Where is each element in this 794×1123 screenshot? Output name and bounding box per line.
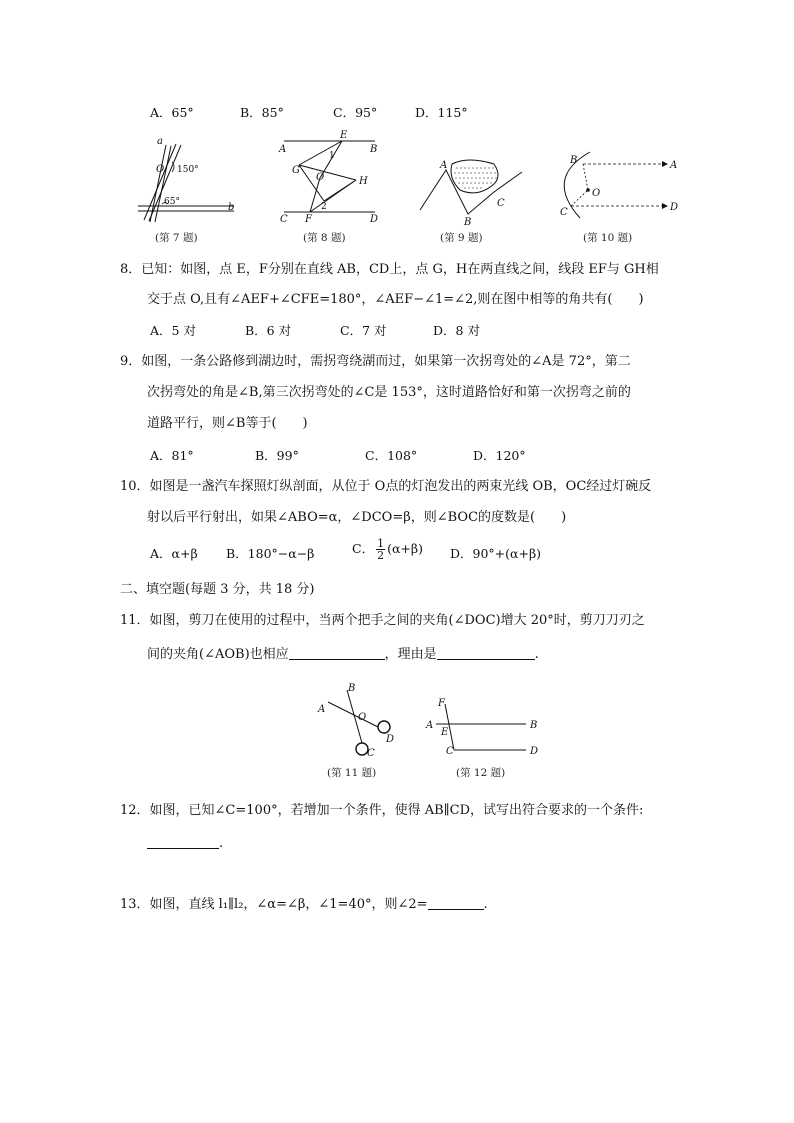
q9-option-a: A．81° xyxy=(150,448,194,463)
fig8-n2: 2 xyxy=(321,202,327,212)
q11-line-2 xyxy=(147,645,539,663)
fig12-C: C xyxy=(446,746,454,757)
q12-line-1: 12．如图，已知∠C=100°，若增加一个条件，使得 AB∥CD，试写出符合要求的一个条件: xyxy=(120,803,644,818)
fig12-F: F xyxy=(438,698,445,709)
figure-12 xyxy=(418,690,548,760)
q13-line-1-b: . xyxy=(483,897,488,912)
fig8-G: G xyxy=(292,165,300,176)
q9-line-1: 9．如图，一条公路修到湖边时，需拐弯绕湖而过，如果第一次拐弯处的∠A是 72°，第二 xyxy=(120,354,631,369)
fig8-A: A xyxy=(279,144,287,155)
fig8-O: O xyxy=(316,172,325,183)
q8-line-2: 交于点 O,且有∠AEF+∠CFE=180°，∠AEF−∠1=∠2,则在图中相等的角共有( ) xyxy=(147,292,644,307)
fig11-caption: (第 11 题) xyxy=(327,767,377,779)
fig8-n1: 1 xyxy=(329,151,335,161)
q10-option-d: D．90°+(α+β) xyxy=(450,546,542,561)
q13-line-1-a: 13．如图，直线 l₁∥l₂，∠α=∠β，∠1=40°，则∠2= xyxy=(120,897,428,912)
figure-11 xyxy=(312,680,402,762)
q12-line-2 xyxy=(147,834,223,852)
fig11-A: A xyxy=(318,704,326,715)
q11-line-2-b: ，理由是 xyxy=(384,647,437,662)
q10-option-c-suffix: (α+β) xyxy=(387,541,423,556)
q7-option-b: B．85° xyxy=(240,105,284,120)
q10-option-c-numerator: 1 xyxy=(377,537,385,550)
q8-option-a: A．5 对 xyxy=(150,323,196,338)
q10-option-a: A．α+β xyxy=(150,546,198,561)
q10-option-c-fraction xyxy=(376,538,385,561)
fig8-H: H xyxy=(359,176,368,187)
fig10-O: O xyxy=(592,188,601,199)
q8-option-d: D．8 对 xyxy=(433,323,480,338)
fig10-A: A xyxy=(670,160,678,171)
fig12-E: E xyxy=(441,727,449,738)
fig9-B: B xyxy=(464,217,472,228)
fig12-B: B xyxy=(530,720,538,731)
fig12-caption: (第 12 题) xyxy=(456,767,506,779)
fig10-C: C xyxy=(560,207,568,218)
q7-option-c: C．95° xyxy=(333,105,378,120)
q9-option-d: D．120° xyxy=(473,448,526,463)
q13-blank[interactable] xyxy=(428,895,484,910)
q10-option-c xyxy=(352,538,423,561)
fig12-A: A xyxy=(426,720,434,731)
q9-line-2: 次拐弯处的角是∠B,第三次拐弯处的∠C是 153°，这时道路恰好和第一次拐弯之前的 xyxy=(147,385,631,400)
figure-7 xyxy=(132,132,242,227)
q7-option-d: D．115° xyxy=(415,105,468,120)
q11-blank-1[interactable] xyxy=(289,645,385,660)
fig11-C: C xyxy=(367,748,375,759)
fig8-caption: (第 8 题) xyxy=(303,232,346,244)
fig10-caption: (第 10 题) xyxy=(583,232,633,244)
fig8-B: B xyxy=(370,144,378,155)
fig11-D: D xyxy=(386,734,395,745)
q9-option-b: B．99° xyxy=(255,448,299,463)
fig7-angle-150: 150° xyxy=(177,165,199,175)
q9-line-3: 道路平行，则∠B等于( ) xyxy=(147,416,308,431)
figure-8 xyxy=(272,128,387,228)
fig7-label-b: b xyxy=(228,202,235,213)
q11-line-2-c: . xyxy=(534,647,539,662)
fig10-B: B xyxy=(570,155,578,166)
fig12-D: D xyxy=(530,746,539,757)
fig11-B: B xyxy=(348,683,356,694)
q13-line-1 xyxy=(120,895,488,913)
fig7-label-o: O xyxy=(156,164,165,175)
fig8-C: C xyxy=(280,214,288,225)
fig7-label-a: a xyxy=(157,136,163,147)
fig7-angle-65: 65° xyxy=(164,197,180,207)
q12-line-2-end: . xyxy=(219,836,224,851)
fig8-E: E xyxy=(340,130,348,141)
fig8-F: F xyxy=(305,214,312,225)
fig7-caption: (第 7 题) xyxy=(155,232,198,244)
q10-line-1: 10．如图是一盏汽车探照灯纵剖面，从位于 O点的灯泡发出的两束光线 OB，OC经过灯碗反 xyxy=(120,479,652,494)
fig8-D: D xyxy=(370,214,379,225)
q11-line-1: 11．如图，剪刀在使用的过程中，当两个把手之间的夹角(∠DOC)增大 20°时，剪刀刀刃之 xyxy=(120,613,645,628)
q12-blank[interactable] xyxy=(147,834,219,849)
q11-line-2-a: 间的夹角(∠AOB)也相应 xyxy=(147,647,289,662)
fig9-A: A xyxy=(440,160,448,171)
figure-9 xyxy=(416,150,526,230)
fig10-D: D xyxy=(670,202,679,213)
fig9-caption: (第 9 题) xyxy=(440,232,483,244)
q10-line-2: 射以后平行射出，如果∠ABO=α，∠DCO=β，则∠BOC的度数是( ) xyxy=(147,510,567,525)
q8-option-c: C．7 对 xyxy=(340,323,387,338)
fig11-O: O xyxy=(358,712,367,723)
q11-blank-2[interactable] xyxy=(437,645,535,660)
q10-option-c-prefix: C． xyxy=(352,541,375,556)
q8-option-b: B．6 对 xyxy=(245,323,292,338)
q9-option-c: C．108° xyxy=(365,448,418,463)
figure-10 xyxy=(552,148,682,228)
q10-option-b: B．180°−α−β xyxy=(226,546,315,561)
section-2-heading: 二、填空题(每题 3 分，共 18 分) xyxy=(120,582,315,597)
q10-option-c-denominator: 2 xyxy=(377,549,385,562)
q7-option-a: A．65° xyxy=(150,105,194,120)
fig9-C: C xyxy=(497,198,505,209)
q8-line-1: 8．已知：如图，点 E，F分别在直线 AB，CD上，点 G，H在两直线之间，线段 EF与 GH相 xyxy=(120,262,659,277)
